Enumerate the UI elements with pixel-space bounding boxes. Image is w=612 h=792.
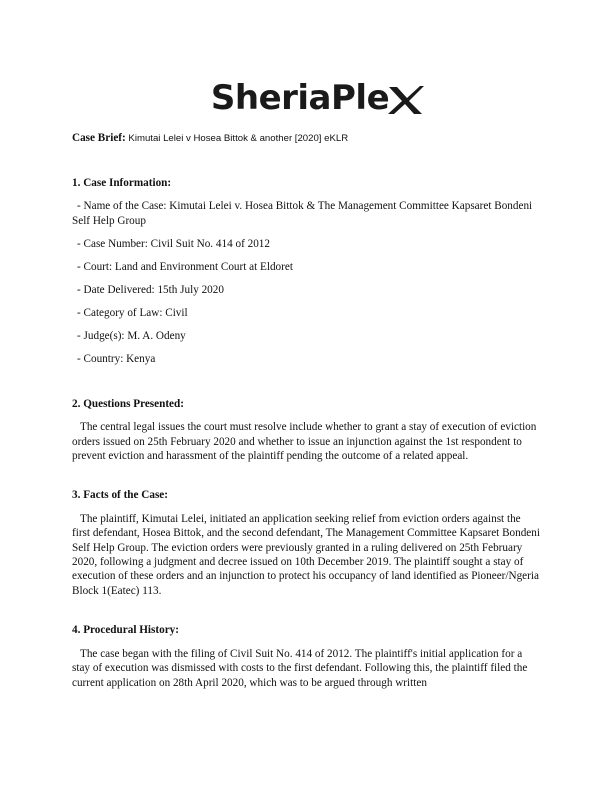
section-heading: 3. Facts of the Case: xyxy=(72,489,169,502)
case-number-item: - Case Number: Civil Suit No. 414 of 2012 xyxy=(77,237,270,250)
judges-item: - Judge(s): M. A. Odeny xyxy=(77,329,186,342)
case-brief-line xyxy=(72,131,348,146)
document-body xyxy=(72,176,540,690)
case-brief-title: Kimutai Lelei v Hosea Bittok & another [2020] eKLR xyxy=(128,133,349,144)
section-questions-presented xyxy=(72,397,540,464)
case-name-item: - Name of the Case: Kimutai Lelei v. Hosea Bittok & The Management Committee Kapsaret Bondeni Self Help Group xyxy=(72,200,533,227)
section-heading: 1. Case Information: xyxy=(72,177,172,189)
section-procedural-history xyxy=(72,623,540,690)
facts-paragraph: The plaintiff, Kimutai Lelei, initiated an application seeking relief from eviction orders against the first defendant, Hosea Bittok, and the second defendant, The Management Committee Kapsaret Bondeni Self Help Group. The eviction orders were previously granted in a ruling delivered on 25th February 2020, following a judgment and decree issued on 10th December 2019. The plaintiff sought a stay of execution of these orders and an injunction to protect his occupancy of land identified as Pioneer/Ngeria Block 1(Eatec) 113. xyxy=(72,512,540,597)
date-delivered-item: - Date Delivered: 15th July 2020 xyxy=(77,283,224,296)
sheriaplex-logo xyxy=(0,76,612,120)
logo-x-mark-icon xyxy=(387,85,425,115)
case-brief-label: Case Brief: xyxy=(72,132,126,144)
category-of-law-item: - Category of Law: Civil xyxy=(77,306,188,319)
country-item: - Country: Kenya xyxy=(77,352,156,365)
court-item: - Court: Land and Environment Court at Eldoret xyxy=(77,260,293,273)
section-heading: 2. Questions Presented: xyxy=(72,397,184,410)
questions-paragraph: The central legal issues the court must resolve include whether to grant a stay of execution of eviction orders issued on 25th February 2020 and whether to issue an injunction against the 1st respondent to prevent eviction and harassment of the plaintiff pending the outcome of a related appeal. xyxy=(72,421,537,463)
section-facts-of-the-case xyxy=(72,488,540,598)
section-case-information xyxy=(72,176,540,366)
procedural-paragraph: The case began with the filing of Civil Suit No. 414 of 2012. The plaintiff's initial application for a stay of execution was dismissed with costs to the first defendant. Following this, the plaintiff filed the current application on 28th April 2020, which was to be argued through written xyxy=(72,647,528,689)
logo-text: SheriaPle xyxy=(210,77,390,118)
section-heading: 4. Procedural History: xyxy=(72,624,179,637)
